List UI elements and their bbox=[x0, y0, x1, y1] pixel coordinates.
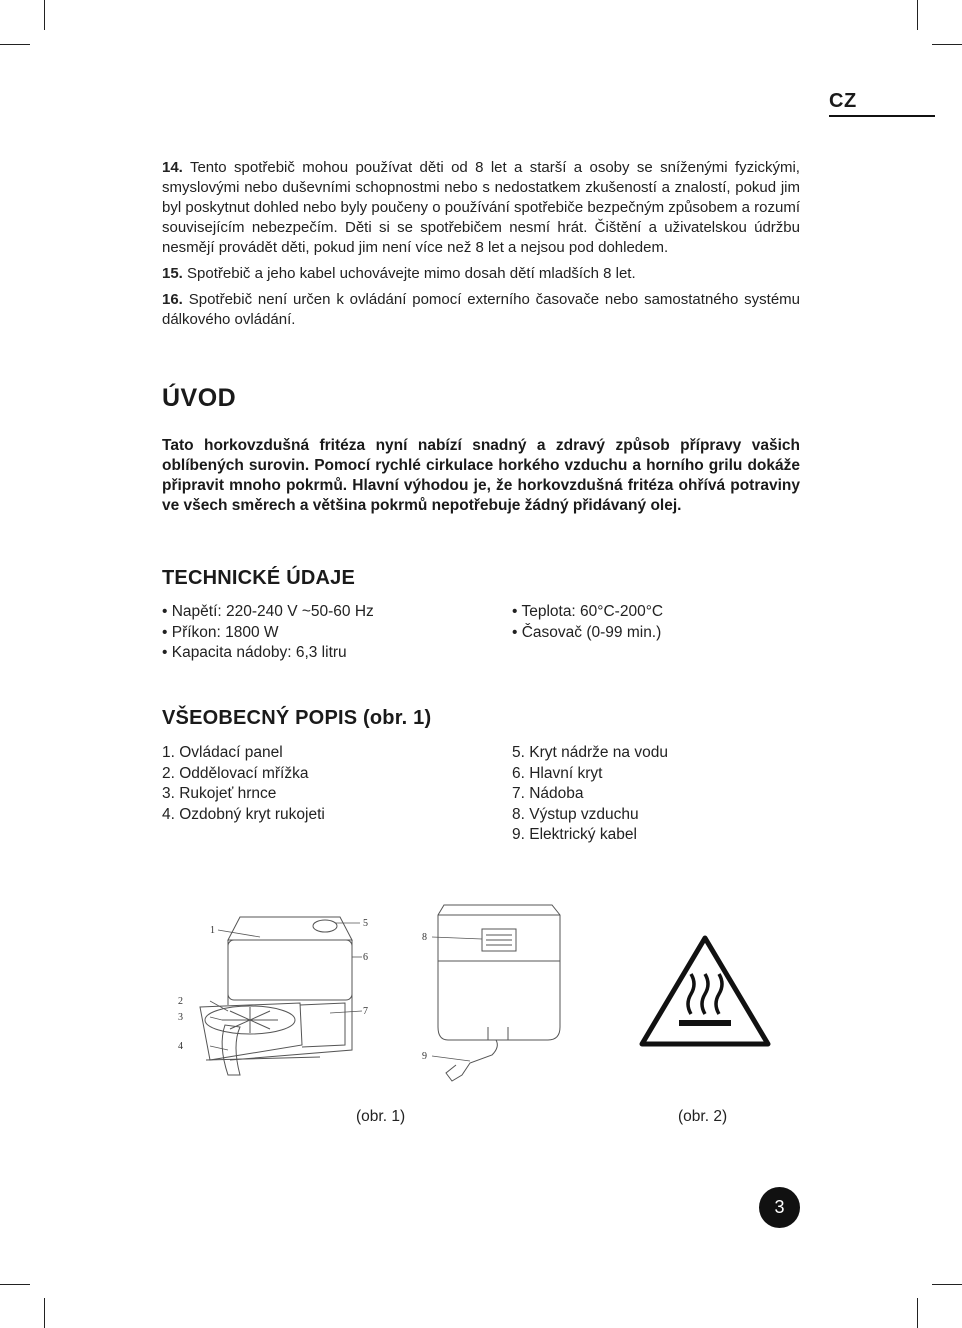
hot-surface-warning-icon bbox=[636, 930, 774, 1052]
spec-item: • Napětí: 220-240 V ~50-60 Hz bbox=[162, 603, 374, 620]
spec-item: • Časovač (0-99 min.) bbox=[512, 623, 662, 641]
item-number: 14. bbox=[162, 159, 183, 176]
crop-mark bbox=[44, 0, 45, 30]
crop-mark bbox=[932, 1284, 962, 1285]
part-item: 2. Oddělovací mřížka bbox=[162, 764, 309, 782]
crop-mark bbox=[932, 44, 962, 45]
part-item: 1. Ovládací panel bbox=[162, 744, 283, 761]
page-number: 3 bbox=[759, 1187, 800, 1228]
spec-item: • Teplota: 60°C-200°C bbox=[512, 603, 664, 620]
callout-label: 8 bbox=[422, 932, 427, 943]
item-text: Spotřebič není určen k ovládání pomocí externího časovače nebo samostatného systému dálkového ovládání. bbox=[162, 291, 801, 328]
tech-heading: TECHNICKÉ ÚDAJE bbox=[162, 567, 356, 589]
part-item: 4. Ozdobný kryt rukojeti bbox=[162, 805, 325, 823]
part-item: 7. Nádoba bbox=[512, 785, 584, 802]
language-tag: CZ bbox=[829, 90, 935, 117]
crop-mark bbox=[917, 1298, 918, 1328]
intro-heading: ÚVOD bbox=[162, 384, 237, 412]
safety-item bbox=[162, 290, 800, 330]
callout-label: 5 bbox=[363, 918, 368, 929]
item-number: 16. bbox=[162, 291, 183, 308]
callout-label: 7 bbox=[363, 1006, 368, 1017]
callout-label: 4 bbox=[178, 1041, 183, 1052]
part-item: 3. Rukojeť hrnce bbox=[162, 785, 277, 802]
part-item: 5. Kryt nádrže na vodu bbox=[512, 744, 668, 761]
safety-item bbox=[162, 158, 800, 258]
figure-caption: (obr. 1) bbox=[356, 1108, 406, 1125]
safety-list bbox=[162, 158, 800, 336]
callout-label: 6 bbox=[363, 952, 368, 963]
item-number: 15. bbox=[162, 265, 183, 282]
spec-item: • Kapacita nádoby: 6,3 litru bbox=[162, 644, 347, 661]
crop-mark bbox=[44, 1298, 45, 1328]
callout-label: 9 bbox=[422, 1051, 427, 1062]
description-heading: VŠEOBECNÝ POPIS (obr. 1) bbox=[162, 707, 432, 729]
part-item: 8. Výstup vzduchu bbox=[512, 805, 639, 823]
part-item: 9. Elektrický kabel bbox=[512, 826, 637, 843]
safety-item bbox=[162, 264, 800, 284]
callout-label: 2 bbox=[178, 996, 183, 1007]
spec-item: • Příkon: 1800 W bbox=[162, 623, 279, 641]
air-fryer-figure bbox=[170, 895, 590, 1100]
item-text: Spotřebič a jeho kabel uchovávejte mimo dosah dětí mladších 8 let. bbox=[187, 265, 636, 282]
figure-caption: (obr. 2) bbox=[678, 1108, 728, 1125]
intro-text: Tato horkovzdušná fritéza nyní nabízí snadný a zdravý způsob přípravy vašich oblíbených surovin. Pomocí rychlé cirkulace horkého vzduchu a horního grilu dokáže připravit mnoho pokrmů. Hlavní výhodou je, že horkovzdušná fritéza ohřívá potraviny ve všech směrech a většina pokrmů nepotřebuje žádný přidávaný olej. bbox=[162, 437, 800, 514]
crop-mark bbox=[917, 0, 918, 30]
item-text: Tento spotřebič mohou používat děti od 8 let a starší a osoby se sníženými fyzickými, smyslovými nebo duševními schopnostmi nebo s nedostatkem zkušeností a znalostí, pokud jim byl poskytnut dohled nebo byly poučeny o používání spotřebiče bezpečným způsobem a rozumí souvisejícím nebezpečím. Děti si se spotřebičem nesmí hrát. Čištění a uživatelskou údržbu nesmějí provádět děti, pokud jim není více než 8 let a nejsou pod dohledem. bbox=[162, 159, 800, 256]
crop-mark bbox=[0, 44, 30, 45]
callout-label: 1 bbox=[210, 925, 215, 936]
crop-mark bbox=[0, 1284, 30, 1285]
part-item: 6. Hlavní kryt bbox=[512, 764, 603, 782]
callout-label: 3 bbox=[178, 1012, 183, 1023]
